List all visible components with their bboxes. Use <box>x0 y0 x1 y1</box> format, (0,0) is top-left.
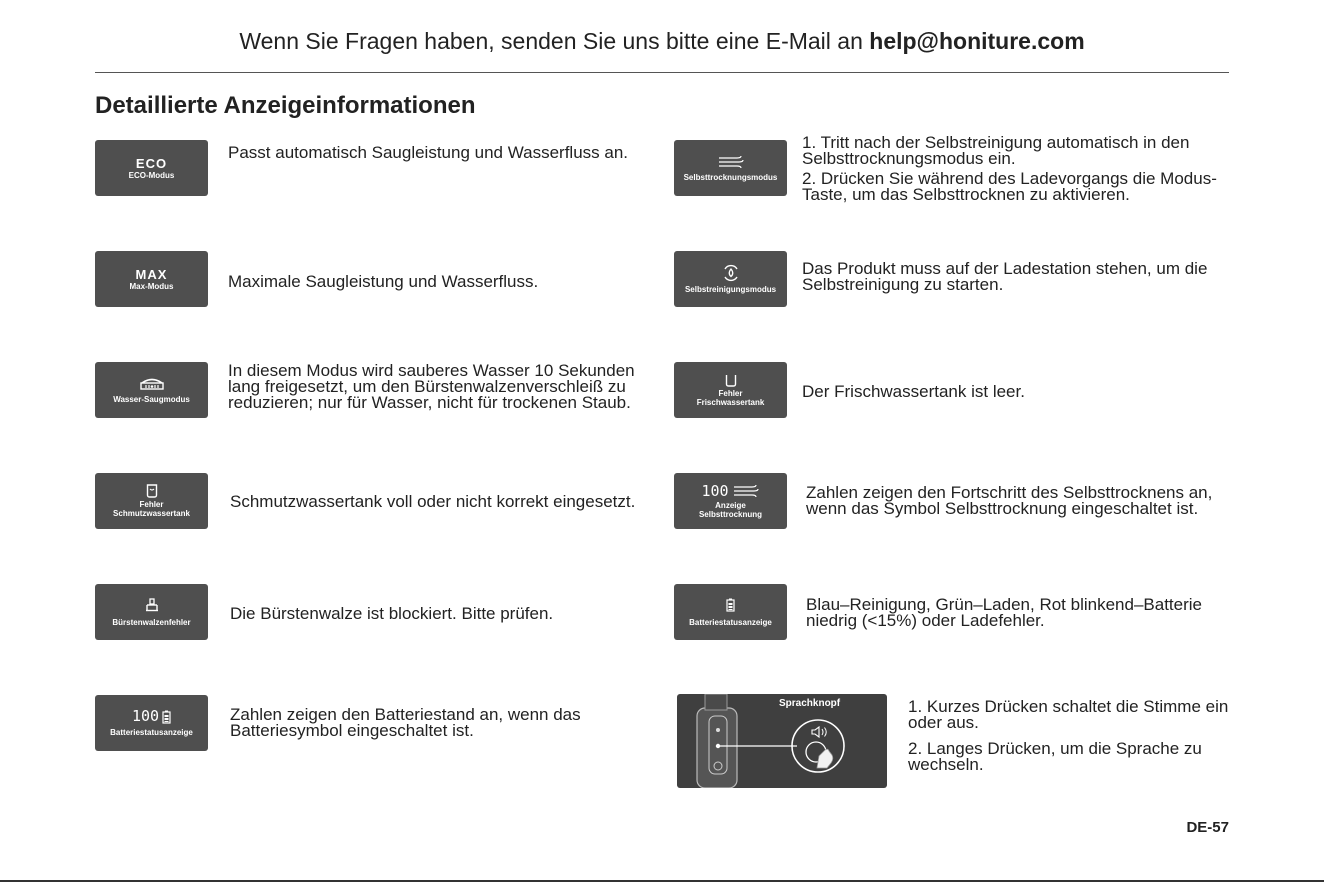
fresh-tank-error-badge <box>674 362 787 418</box>
battery-level-digits: 100 <box>131 707 160 725</box>
max-mode-desc: Maximale Saugleistung und Wasserfluss. <box>228 272 539 291</box>
dirty-tank-desc: Schmutzwassertank voll oder nicht korrekt eingesetzt. <box>230 492 636 511</box>
voice-button-label: Sprachknopf <box>779 698 841 709</box>
page-header <box>95 28 1229 55</box>
voice-button-desc-1: 1. Kurzes Drücken schaltet die Stimme ein oder aus. <box>908 697 1229 732</box>
header-divider <box>95 72 1229 73</box>
brush-roller-desc: Die Bürstenwalze ist blockiert. Bitte prüfen. <box>230 604 554 623</box>
support-email[interactable]: help@honiture.com <box>869 28 1085 54</box>
drying-progress-badge-sub2: Selbsttrocknung <box>698 509 763 519</box>
voice-button-desc-2: 2. Langes Drücken, um die Sprache zu wechseln. <box>908 739 1202 774</box>
eco-mode-badge <box>95 140 208 196</box>
fresh-tank-icon <box>725 374 737 387</box>
page-number: DE-57 <box>1186 819 1229 836</box>
brush-roller-icon <box>145 598 159 612</box>
dirty-tank-badge-sub2: Schmutzwassertank <box>113 509 190 518</box>
drying-progress-digits: 100 <box>701 481 729 500</box>
drying-progress-icon <box>732 484 760 498</box>
dirty-tank-badge-sub1: Fehler <box>139 500 164 509</box>
fresh-tank-desc: Der Frischwassertank ist leer. <box>802 382 1025 401</box>
voice-button-desc <box>908 699 1238 773</box>
battery-badge-sub-right: Batteriestatusanzeige <box>689 617 772 627</box>
max-badge-label: MAX <box>135 267 168 282</box>
battery-status-badge-left <box>95 695 208 751</box>
water-suction-badge <box>95 362 208 418</box>
drying-progress-desc: Zahlen zeigen den Fortschritt des Selbsttrocknens an, wenn das Symbol Selbsttrocknung eingeschaltet ist. <box>806 483 1213 518</box>
header-text: Wenn Sie Fragen haben, senden Sie uns bitte eine E-Mail an <box>239 28 863 54</box>
battery-badge-sub-left: Batteriestatusanzeige <box>110 728 193 737</box>
max-badge-sub: Max-Modus <box>129 282 174 291</box>
dirty-tank-icon <box>146 484 158 498</box>
footer-divider <box>0 880 1324 882</box>
roller-water-icon <box>139 377 165 391</box>
section-title: Detaillierte Anzeigeinformationen <box>95 92 476 119</box>
voice-button-photo <box>677 694 887 788</box>
drying-progress-badge-sub1: Anzeige <box>715 500 746 510</box>
eco-badge-sub: ECO-Modus <box>128 171 175 180</box>
fresh-tank-badge-sub1: Fehler <box>718 388 743 398</box>
self-cleaning-icon <box>722 264 740 282</box>
battery-icon <box>726 598 735 612</box>
self-drying-badge <box>674 140 787 196</box>
self-cleaning-badge-sub: Selbstreinigungsmodus <box>684 285 777 294</box>
brush-roller-badge-sub: Bürstenwalzenfehler <box>112 617 191 627</box>
self-drying-desc-2: 2. Drücken Sie während des Ladevorgangs die Modus-Taste, um das Selbsttrocknen zu aktivieren. <box>802 169 1217 204</box>
battery-status-badge-right <box>674 584 787 640</box>
drying-progress-badge <box>674 473 787 529</box>
eco-mode-desc: Passt automatisch Saugleistung und Wasserfluss an. <box>228 143 629 162</box>
battery-status-desc: Blau–Reinigung, Grün–Laden, Rot blinkend–Batterie niedrig (<15%) oder Ladefehler. <box>806 595 1202 630</box>
battery-level-desc: Zahlen zeigen den Batteriestand an, wenn das Batteriesymbol eingeschaltet ist. <box>230 705 581 740</box>
self-drying-icon <box>717 155 745 169</box>
self-drying-desc-1: 1. Tritt nach der Selbstreinigung automatisch in den Selbsttrocknungsmodus ein. <box>802 133 1190 168</box>
self-drying-desc <box>802 135 1232 203</box>
max-mode-badge <box>95 251 208 307</box>
dirty-tank-error-badge <box>95 473 208 529</box>
battery-icon <box>162 710 171 724</box>
brush-roller-error-badge <box>95 584 208 640</box>
water-suction-badge-sub: Wasser-Saugmodus <box>113 394 190 404</box>
self-cleaning-badge <box>674 251 787 307</box>
water-suction-desc: In diesem Modus wird sauberes Wasser 10 Sekunden lang freigesetzt, um den Bürstenwalzenverschleiß zu reduzieren; nur für Wasser, nicht für trockenen Staub. <box>228 361 635 412</box>
self-cleaning-desc: Das Produkt muss auf der Ladestation stehen, um die Selbstreinigung zu starten. <box>802 259 1208 294</box>
eco-badge-label: ECO <box>135 156 168 171</box>
self-drying-badge-sub: Selbsttrocknungsmodus <box>683 172 778 182</box>
fresh-tank-badge-sub2: Frischwassertank <box>696 397 765 407</box>
